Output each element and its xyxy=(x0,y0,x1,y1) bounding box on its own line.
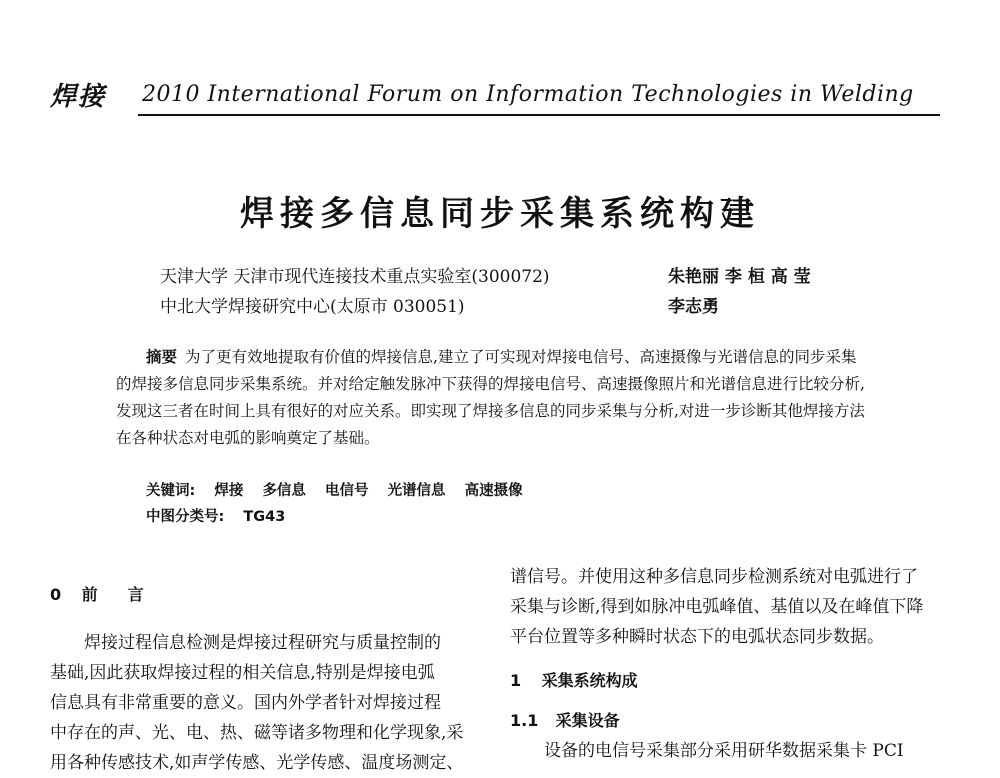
abstract xyxy=(116,344,896,452)
abstract-line: 发现这三者在时间上具有很好的对应关系。即实现了焊接多信息的同步采集与分析,对进一步诊断其他焊接方法 xyxy=(116,402,865,420)
abstract-line: 为了更有效地提取有价值的焊接信息,建立了可实现对焊接电信号、高速摄像与光谱信息的同步采集 xyxy=(185,348,857,366)
paper-title: 焊接多信息同步采集系统构建 xyxy=(240,194,760,234)
keyword: 光谱信息 xyxy=(387,483,446,499)
header-logo: 焊接 xyxy=(50,82,107,112)
body-line: 信息具有非常重要的意义。国内外学者针对焊接过程 xyxy=(50,693,441,713)
header-rule xyxy=(138,114,940,116)
body-line: 谱信号。并使用这种多信息同步检测系统对电弧进行了 xyxy=(510,567,918,587)
body-line: 设备的电信号采集部分采用研华数据采集卡 PCI xyxy=(544,741,904,761)
author-names: 朱艳丽 李 桓 高 莹 xyxy=(668,267,811,287)
section-title: 采集系统构成 xyxy=(541,671,638,690)
keyword: 多信息 xyxy=(262,483,306,499)
abstract-line: 在各种状态对电弧的影响奠定了基础。 xyxy=(116,429,380,447)
abstract-label: 摘要 xyxy=(146,348,178,366)
body-line: 采集与诊断,得到如脉冲电弧峰值、基值以及在峰值下降 xyxy=(510,597,924,617)
body-line: 中存在的声、光、电、热、磁等诸多物理和化学现象,采 xyxy=(50,723,464,743)
right-column xyxy=(510,562,950,766)
author-names: 李志勇 xyxy=(668,297,719,317)
classification-row xyxy=(146,504,537,530)
section-heading-system xyxy=(510,666,950,696)
keywords-block xyxy=(146,478,537,530)
body-line: 平台位置等多种瞬时状态下的电弧状态同步数据。 xyxy=(510,627,884,647)
body-line: 基础,因此获取焊接过程的相关信息,特别是焊接电弧 xyxy=(50,663,435,683)
abstract-line: 的焊接多信息同步采集系统。并对给定触发脉冲下获得的焊接电信号、高速摄像照片和光谱信息进行比较分析, xyxy=(116,375,865,393)
keyword: 高速摄像 xyxy=(464,483,523,499)
classification-value: TG43 xyxy=(243,509,286,525)
classification-label: 中图分类号: xyxy=(146,509,225,525)
section-number: 1 xyxy=(510,671,522,690)
keyword: 电信号 xyxy=(325,483,369,499)
keywords-label: 关键词: xyxy=(146,483,196,499)
keywords-row xyxy=(146,478,537,504)
running-header xyxy=(50,76,940,116)
section-number: 0 xyxy=(50,585,62,604)
affiliation-institution: 天津大学 天津市现代连接技术重点实验室(300072) xyxy=(160,267,550,287)
section-heading-preface xyxy=(50,580,490,610)
section-title: 前言 xyxy=(81,585,174,604)
left-column xyxy=(50,580,490,778)
body-line: 焊接过程信息检测是焊接过程研究与质量控制的 xyxy=(84,633,441,653)
affiliation-institution: 中北大学焊接研究中心(太原市 030051) xyxy=(160,297,465,317)
keyword: 焊接 xyxy=(214,483,244,499)
conference-title: 2010 International Forum on Information Technologies in Welding xyxy=(142,82,914,107)
subsection-title: 采集设备 xyxy=(555,711,620,730)
body-line: 用各种传感技术,如声学传感、光学传感、温度场测定、 xyxy=(50,753,464,773)
subsection-number: 1.1 xyxy=(510,711,539,730)
subsection-heading-equipment xyxy=(510,706,950,736)
